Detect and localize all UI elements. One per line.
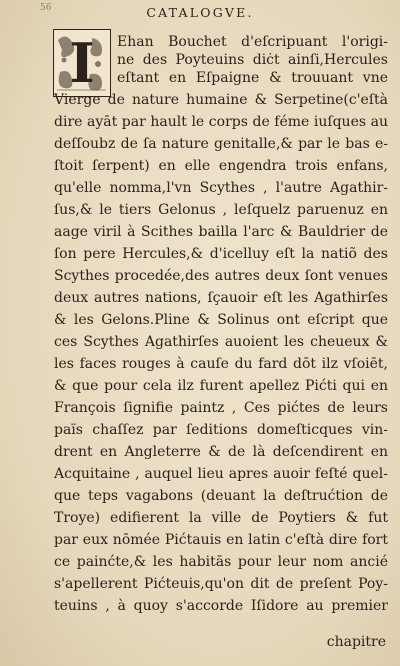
text-line: païs chaſſez par ſeditions domeſticques vin-	[54, 422, 388, 438]
text-line: ce painćte,& les habitās pour leur nom ancié	[54, 554, 388, 570]
text-line: & les Gelons.Pline & Solinus ont eſcript que	[54, 312, 388, 328]
text-line: s'apellerent Pićteuis,qu'on dit de preſent Poy-	[54, 576, 388, 592]
text-line: ne des Poyteuins diċt ainſi,Hercules	[117, 52, 388, 68]
text-line: ſus,& le tiers Gelonus , leſquelz paruenuz en	[54, 202, 388, 218]
text-line: Vierge de nature humaine & Serpetine(c'eſtà	[54, 92, 388, 108]
text-line: Troye) edifierent la ville de Poytiers & fut	[54, 510, 388, 526]
text-line: par eux nōmée Pićtauis en latin c'eſtà dire fort	[54, 532, 388, 548]
text-line: Ehan Bouchet d'eſcripuant l'origi-	[117, 34, 388, 50]
text-line: que teps vagabons (deuant la deſtrućtion de	[54, 488, 388, 504]
text-line: François ſignifie paintz , Ces pićtes de leurs	[54, 400, 388, 416]
text-line: Scythes procedée,des autres deux ſont venues	[54, 268, 388, 284]
text-line: drent en Angleterre & de là deſcendirent en	[54, 444, 388, 460]
running-title: CATALOGVE.	[146, 5, 254, 20]
text-line: & que pour cela ilz furent apellez Pićti qui en	[54, 378, 388, 394]
text-line: Acquitaine , auquel lieu apres auoir feſté quel-	[54, 466, 388, 482]
text-line: deſſoubz de ſa nature genitalle,& par le bas e-	[54, 136, 388, 152]
text-line: ſtoit ſerpent) en elle engendra trois enfans,	[54, 158, 388, 174]
text-line: dire ayāt par hault le corps de féme iuſques au	[54, 114, 388, 130]
text-line: les faces rouges à cauſe du fard dōt ilz vſoiēt,	[54, 356, 388, 372]
catchword: chapitre	[326, 634, 386, 650]
text-line: ſon pere Hercules,& d'icelluy eſt la natiõ des	[54, 246, 388, 262]
text-line: ces Scythes Agathirſes auoient les cheueux &	[54, 334, 388, 350]
text-line: teuins , à quoy s'accorde Iſidore au premier	[54, 598, 388, 614]
text-line: aage viril à Scithes bailla l'arc & Bauldrier de	[54, 224, 388, 240]
text-line: qu'elle nomma,l'vn Scythes , l'autre Agathir-	[54, 180, 388, 196]
initial-letter: I	[69, 31, 95, 95]
page-number: 56	[40, 3, 52, 13]
text-line: deux autres nations, ſçauoir eſt les Agathirſes	[54, 290, 388, 306]
text-line: eſtant en Eſpaigne & trouuant vne	[117, 70, 388, 86]
